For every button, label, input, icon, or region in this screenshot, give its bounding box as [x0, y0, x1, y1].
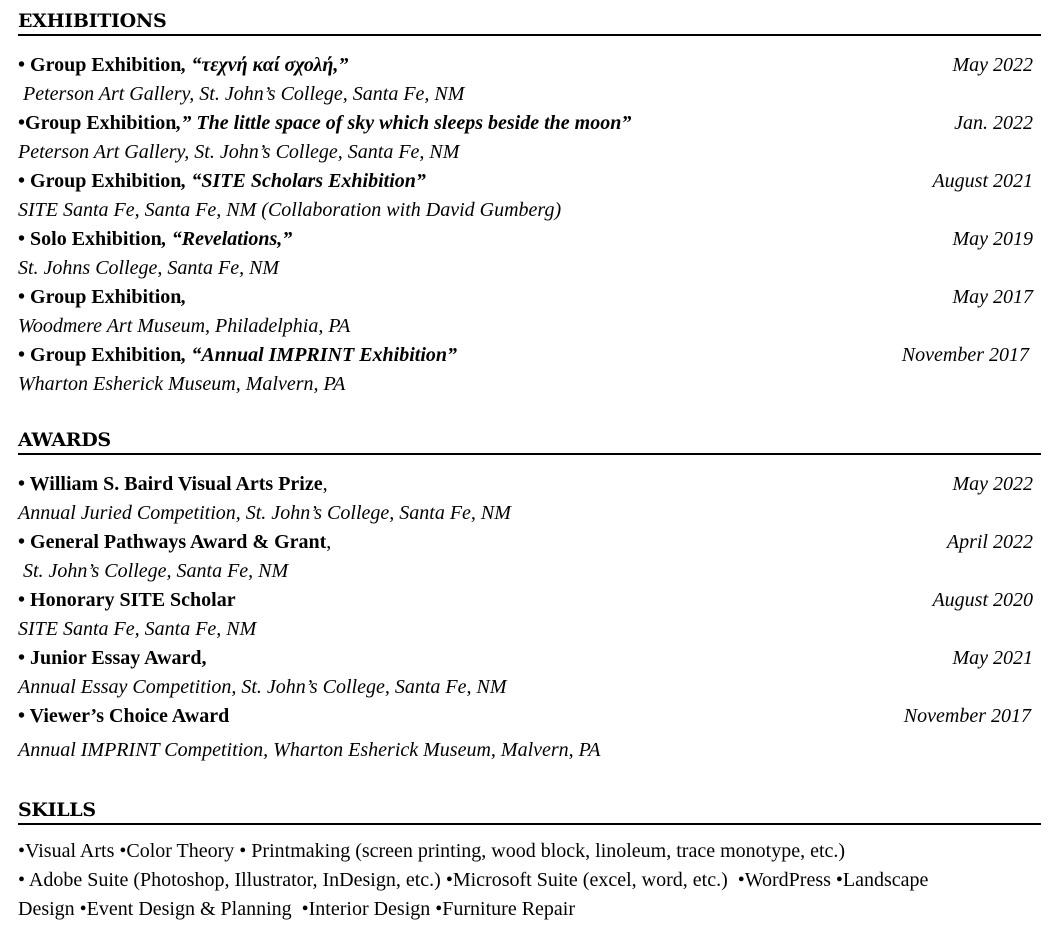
- exhibition-entry: [18, 341, 1041, 399]
- exhibition-date: May 2019: [952, 228, 1033, 250]
- exhibition-venue: Peterson Art Gallery, St. John’s College, Santa Fe, NM: [18, 141, 460, 163]
- exhibition-title: •Group Exhibition,” The little space of sky which sleeps beside the moon”: [18, 112, 632, 134]
- award-entry: [18, 644, 1041, 702]
- skills-section: [18, 789, 1041, 924]
- exhibition-date: May 2022: [952, 54, 1033, 76]
- section-heading-skills: SKILLS: [18, 789, 1041, 825]
- skills-line: Design •Event Design & Planning •Interior Design •Furniture Repair: [18, 898, 576, 920]
- award-venue: Annual Essay Competition, St. John’s College, Santa Fe, NM: [18, 676, 507, 698]
- exhibition-entry: [18, 225, 1041, 283]
- exhibition-date: May 2017: [952, 286, 1033, 308]
- award-title: • William S. Baird Visual Arts Prize,: [18, 473, 328, 495]
- award-date: April 2022: [946, 531, 1033, 553]
- exhibition-entry: [18, 283, 1041, 341]
- exhibition-entry: [18, 51, 1041, 109]
- award-entry: [18, 528, 1041, 586]
- exhibition-title: • Group Exhibition, “τεχνή καί σχολή,”: [18, 54, 349, 76]
- award-title: • Viewer’s Choice Award: [18, 705, 230, 727]
- exhibition-venue: Peterson Art Gallery, St. John’s College, Santa Fe, NM: [23, 83, 465, 105]
- award-date: August 2020: [932, 589, 1033, 611]
- award-title: • General Pathways Award & Grant,: [18, 531, 332, 553]
- award-date: November 2017: [903, 705, 1031, 727]
- section-heading-exhibitions: EXHIBITIONS: [18, 0, 1041, 36]
- exhibition-date: November 2017: [901, 344, 1029, 366]
- exhibition-title: • Group Exhibition,: [18, 286, 187, 308]
- award-entry: [18, 702, 1041, 765]
- exhibition-venue: Woodmere Art Museum, Philadelphia, PA: [18, 315, 351, 337]
- exhibition-venue: Wharton Esherick Museum, Malvern, PA: [18, 373, 346, 395]
- award-venue: St. John’s College, Santa Fe, NM: [23, 560, 289, 582]
- award-date: May 2021: [952, 647, 1033, 669]
- award-venue: Annual IMPRINT Competition, Wharton Esherick Museum, Malvern, PA: [18, 739, 601, 761]
- award-date: May 2022: [952, 473, 1033, 495]
- exhibition-date: Jan. 2022: [954, 112, 1033, 134]
- award-entry: [18, 586, 1041, 644]
- section-heading-awards: AWARDS: [18, 419, 1041, 455]
- award-venue: Annual Juried Competition, St. John’s College, Santa Fe, NM: [18, 502, 511, 524]
- skills-list: [18, 825, 1041, 924]
- exhibitions-section: [18, 0, 1041, 399]
- exhibition-entry: [18, 109, 1041, 167]
- exhibition-date: August 2021: [932, 170, 1033, 192]
- exhibition-title: • Solo Exhibition, “Revelations,”: [18, 228, 293, 250]
- exhibition-title: • Group Exhibition, “SITE Scholars Exhibition”: [18, 170, 426, 192]
- resume-page: [18, 0, 1041, 924]
- award-title: • Junior Essay Award,: [18, 647, 207, 669]
- exhibition-title: • Group Exhibition, “Annual IMPRINT Exhibition”: [18, 344, 458, 366]
- award-entry: [18, 470, 1041, 528]
- award-venue: SITE Santa Fe, Santa Fe, NM: [18, 618, 257, 640]
- exhibition-venue: SITE Santa Fe, Santa Fe, NM (Collaboration with David Gumberg): [18, 199, 562, 221]
- awards-section: [18, 419, 1041, 765]
- award-title: • Honorary SITE Scholar: [18, 589, 236, 611]
- skills-line: •Visual Arts •Color Theory • Printmaking (screen printing, wood block, linoleum, trace monotype, etc.): [18, 840, 846, 862]
- exhibition-venue: St. Johns College, Santa Fe, NM: [18, 257, 280, 279]
- skills-line: • Adobe Suite (Photoshop, Illustrator, InDesign, etc.) •Microsoft Suite (excel, word, etc.) •WordPress •Landscape: [18, 869, 929, 891]
- exhibition-entry: [18, 167, 1041, 225]
